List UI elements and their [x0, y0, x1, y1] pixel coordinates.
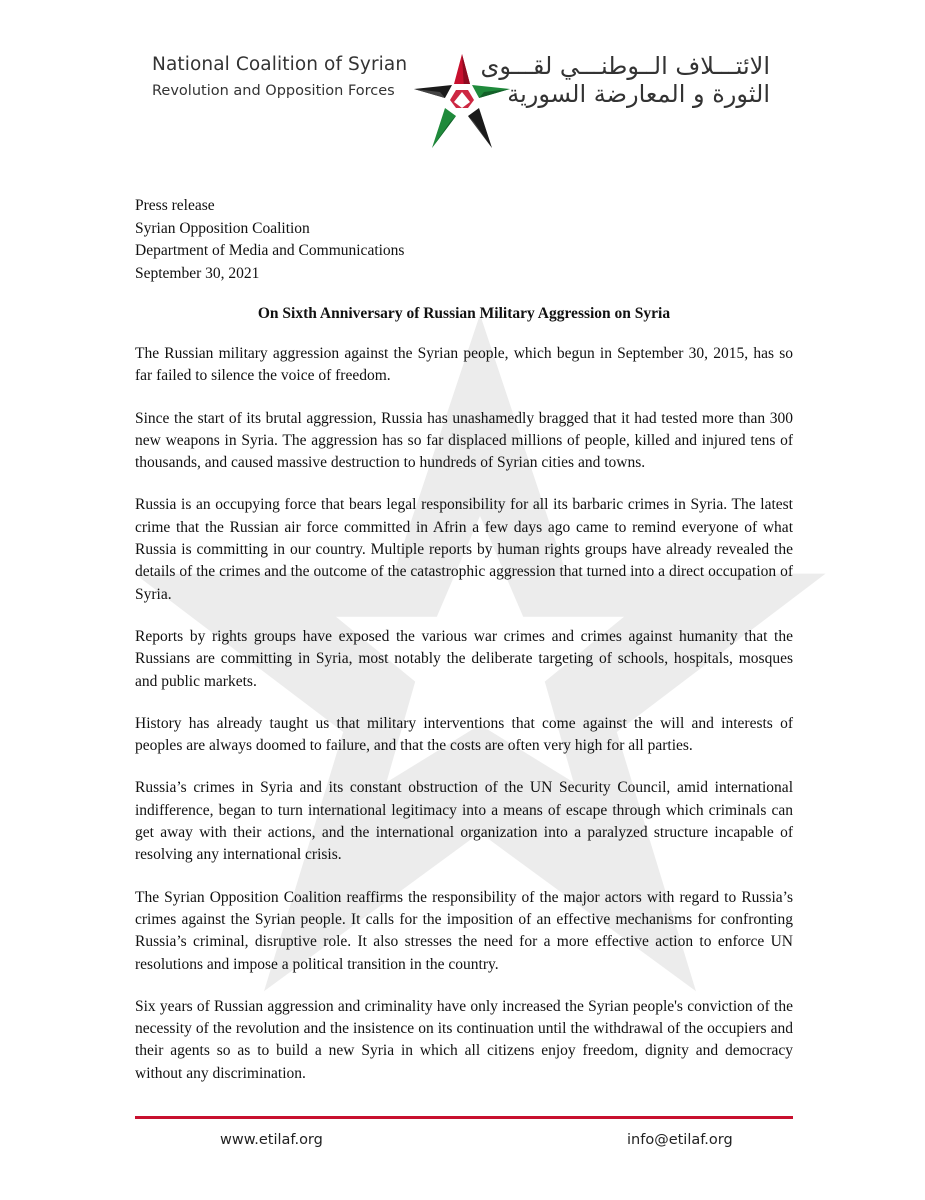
paragraph: Since the start of its brutal aggression, Russia has unashamedly bragged that it had tested more than 300 new weapons in Syria. The aggression has so far displaced millions of people, killed and injured tens of thousands, and caused massive destruction to hundreds of Syrian cities and towns. — [135, 409, 793, 472]
press-meta — [135, 195, 404, 285]
press-title: On Sixth Anniversary of Russian Military Aggression on Syria — [257, 305, 671, 322]
email-link[interactable]: info@etilaf.org — [627, 1132, 733, 1148]
paragraph: Six years of Russian aggression and criminality have only increased the Syrian people's conviction of the necessity of the revolution and the insistence on its continuation until the withdrawal of the occupiers and their agents so as to build a new Syria in which all citizens enjoy freedom, dignity and democracy without any discrimination. — [135, 997, 793, 1082]
org-name-ar — [481, 52, 770, 108]
org-name-en-line2: Revolution and Opposition Forces — [152, 83, 395, 99]
org-name-ar-line1: الائتـــلاف الــوطنـــي لقـــوى — [480, 52, 770, 80]
date: September 30, 2021 — [135, 264, 260, 282]
org-name-ar-line2: الثورة و المعارضة السورية — [507, 80, 770, 108]
paragraph: The Russian military aggression against the Syrian people, which begun in September 30, 2015, has so far failed to silence the voice of freedom. — [135, 345, 793, 385]
paragraph: Russia’s crimes in Syria and its constant obstruction of the UN Security Council, amid international indifference, began to turn international legitimacy into a means of escape through which criminals can get away with their actions, and the international organization into a paralyzed structure incapable of resolving any international crisis. — [135, 779, 793, 864]
paragraph: Reports by rights groups have exposed the various war crimes and crimes against humanity that the Russians are committing in Syria, most notably the deliberate targeting of schools, hospitals, mosques and public markets. — [135, 627, 793, 690]
paragraph: History has already taught us that military interventions that come against the will and interests of peoples are always doomed to failure, and that the costs are often very high for all parties. — [135, 714, 793, 755]
org-name-en-line1: National Coalition of Syrian — [152, 54, 408, 75]
press-body — [135, 343, 793, 1105]
paragraph: Russia is an occupying force that bears legal responsibility for all its barbaric crimes in Syria. The latest crime that the Russian air force committed in Afrin a few days ago came to remind everyone of what Russia is committing in our country. Multiple reports by human rights groups have already revealed the details of the crimes and the outcome of the catastrophic aggression that turned into a direct occupation of Syria. — [135, 496, 793, 603]
website-link[interactable]: www.etilaf.org — [220, 1132, 323, 1148]
department: Department of Media and Communications — [135, 242, 405, 259]
organization: Syrian Opposition Coalition — [135, 219, 310, 237]
paragraph: The Syrian Opposition Coalition reaffirms the responsibility of the major actors with regard to Russia’s crimes against the Syrian people. It calls for the imposition of an effective mechanisms for confronting Russia’s criminal, disruptive role. It also stresses the need for a more effective action to enforce UN resolutions and impose a political transition in the country. — [135, 888, 793, 973]
org-name-en — [152, 52, 407, 104]
doc-type: Press release — [135, 197, 215, 214]
footer-divider — [135, 1116, 793, 1119]
